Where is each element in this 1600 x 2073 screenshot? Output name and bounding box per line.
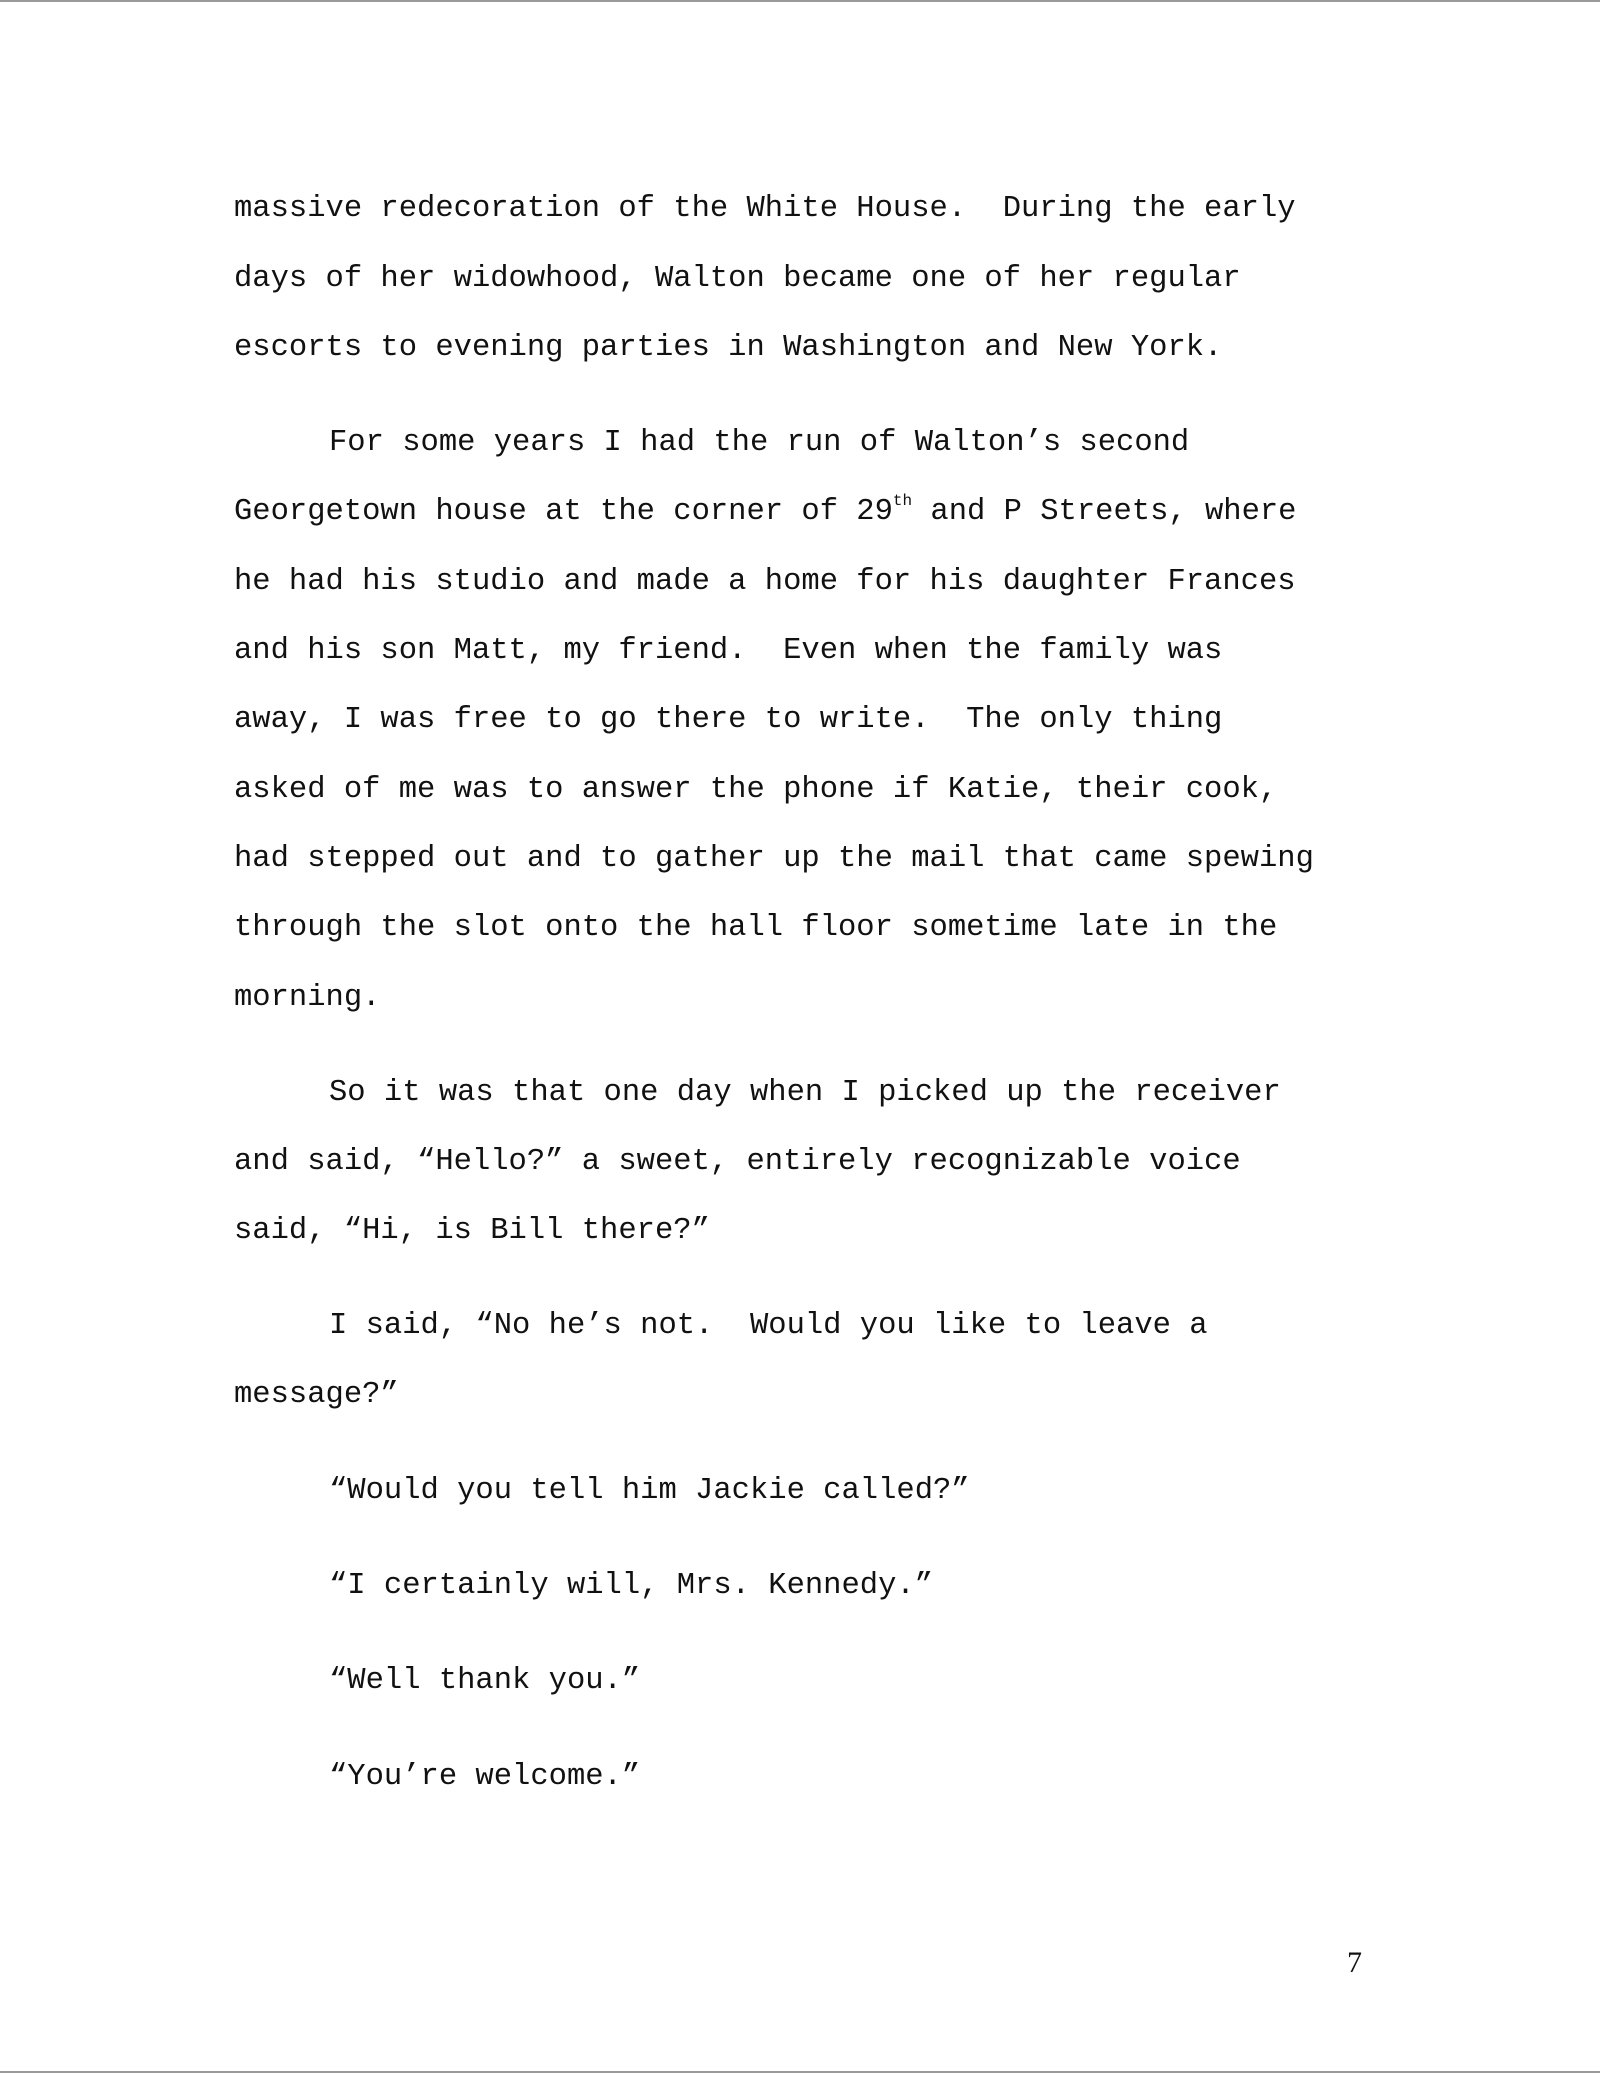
text-line: “Would you tell him Jackie called?” <box>329 1474 970 1508</box>
text-line: asked of me was to answer the phone if Katie, their cook, <box>234 773 1278 807</box>
text-line: and said, “Hello?” a sweet, entirely recognizable voice <box>234 1145 1241 1179</box>
text-line <box>234 494 1297 530</box>
text-line: through the slot onto the hall floor sometime late in the <box>234 911 1278 945</box>
text-line: So it was that one day when I picked up the receiver <box>329 1076 1281 1110</box>
superscript-text: th <box>892 492 913 510</box>
text-line: I said, “No he’s not. Would you like to leave a <box>329 1309 1208 1343</box>
text-line: morning. <box>234 981 381 1015</box>
text-line: For some years I had the run of Walton’s second <box>329 426 1190 460</box>
text-line: “Well thank you.” <box>329 1664 641 1698</box>
text-line: “I certainly will, Mrs. Kennedy.” <box>329 1569 933 1603</box>
text-segment: Georgetown house at the corner of 29 <box>234 495 893 529</box>
text-line: and his son Matt, my friend. Even when the family was <box>234 634 1223 668</box>
text-line: had stepped out and to gather up the mail that came spewing <box>234 842 1314 876</box>
text-line: days of her widowhood, Walton became one of her regular <box>234 262 1241 296</box>
text-segment: and P Streets, where <box>912 495 1297 529</box>
page-number: 7 <box>1347 1946 1362 1979</box>
text-line: “You’re welcome.” <box>329 1760 641 1794</box>
text-line: said, “Hi, is Bill there?” <box>234 1214 710 1248</box>
text-line: he had his studio and made a home for his daughter Frances <box>234 565 1296 599</box>
text-line: escorts to evening parties in Washington and New York. <box>234 331 1223 365</box>
text-line: message?” <box>234 1378 399 1412</box>
text-line: massive redecoration of the White House. During the early <box>234 192 1296 226</box>
text-line: away, I was free to go there to write. The only thing <box>234 703 1223 737</box>
